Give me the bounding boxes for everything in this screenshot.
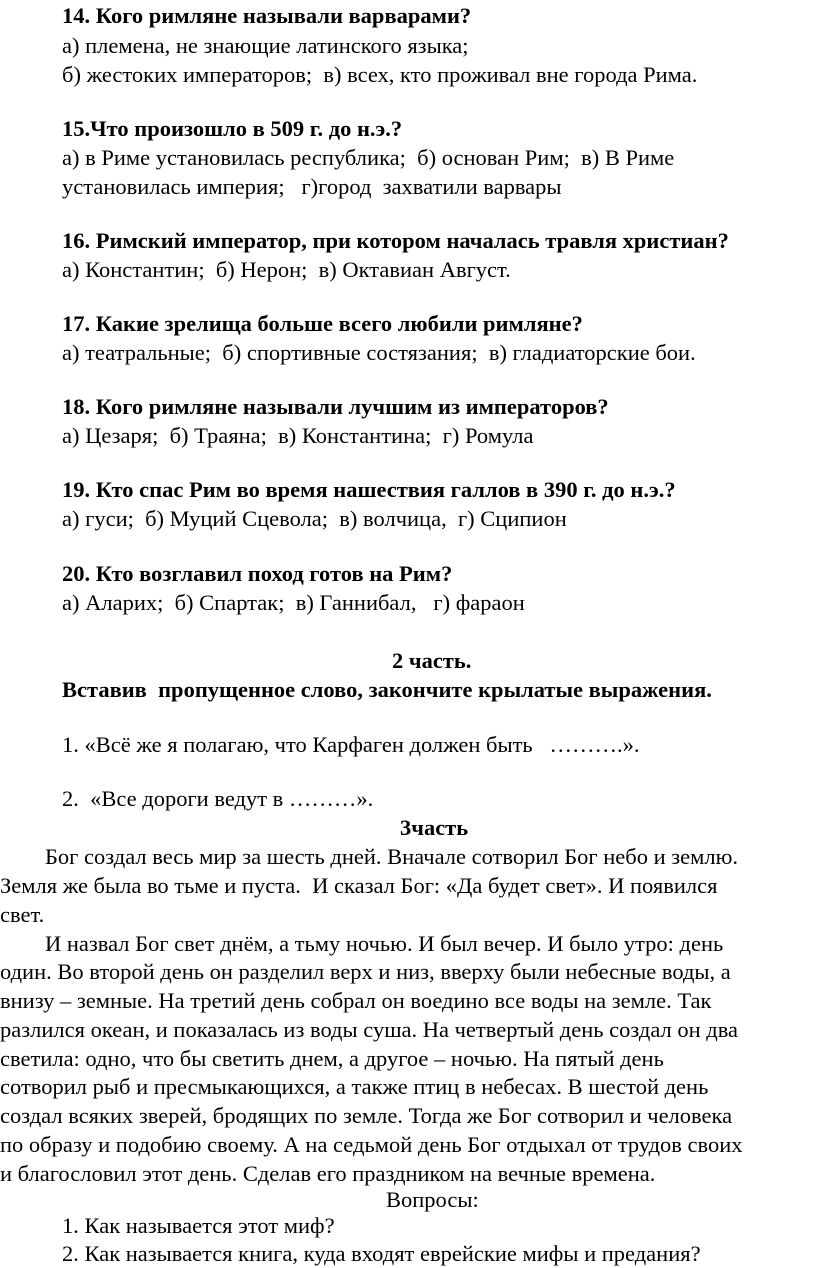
question-18-option-line: а) Цезаря; б) Траяна; в) Константина; г) Ромула <box>62 423 534 448</box>
question-15-option-line: а) в Риме установилась республика; б) основан Рим; в) В Риме <box>62 145 675 170</box>
question-19-title: 19. Кто спас Рим во время нашествия галлов в 390 г. до н.э.? <box>62 477 676 502</box>
myth-question: 1. Как называется этот миф? <box>62 1213 335 1238</box>
myth-paragraph-line: создал всяких зверей, бродящих по земле. Тогда же Бог сотворил и человека <box>0 1103 733 1128</box>
part2-item: 2. «Все дороги ведут в ………». <box>62 786 374 811</box>
question-15-option-line: установилась империя; г)город захватили варвары <box>62 174 562 199</box>
myth-paragraph-line: свет. <box>0 902 45 927</box>
myth-paragraph-line: Бог создал весь мир за шесть дней. Вначале сотворил Бог небо и землю. <box>0 844 739 869</box>
question-17-title: 17. Какие зрелища больше всего любили римляне? <box>62 311 583 336</box>
question-16-title: 16. Римский император, при котором началась травля христиан? <box>62 228 729 253</box>
question-15-title: 15.Что произошло в 509 г. до н.э.? <box>62 116 403 141</box>
part2-item: 1. «Всё же я полагаю, что Карфаген должен быть ……….». <box>62 732 640 757</box>
myth-paragraph-line: Земля же была во тьме и пуста. И сказал Бог: «Да будет свет». И появился <box>0 873 718 898</box>
question-14-option-line: а) племена, не знающие латинского языка; <box>62 33 469 58</box>
part2-heading: 2 часть. <box>392 648 472 673</box>
question-17-option-line: а) театральные; б) спортивные состязания; в) гладиаторские бои. <box>62 340 696 365</box>
myth-paragraph-line: один. Во второй день он разделил верх и низ, вверху были небесные воды, а <box>0 959 731 984</box>
part2-instruction: Вставив пропущенное слово, закончите крылатые выражения. <box>62 677 712 702</box>
myth-paragraph-line: внизу – земные. На третий день собрал он воедино все воды на земле. Так <box>0 988 712 1013</box>
question-14-option-line: б) жестоких императоров; в) всех, кто проживал вне города Рима. <box>62 62 698 87</box>
myth-paragraph-line: сотворил рыб и пресмыкающихся, а также птиц в небесах. В шестой день <box>0 1074 709 1099</box>
question-19-option-line: а) гуси; б) Муций Сцевола; в) волчица, г) Сципион <box>62 506 567 531</box>
question-20-title: 20. Кто возглавил поход готов на Рим? <box>62 561 453 586</box>
question-14-title: 14. Кого римляне называли варварами? <box>62 3 472 28</box>
part3-heading: 3часть <box>400 815 469 840</box>
question-20-option-line: а) Аларих; б) Спартак; в) Ганнибал, г) фараон <box>62 590 525 615</box>
myth-paragraph-line: и благословил этот день. Сделав его праздником на вечные времена. <box>0 1161 656 1186</box>
question-16-option-line: а) Константин; б) Нерон; в) Октавиан Август. <box>62 257 511 282</box>
questions-heading: Вопросы: <box>386 1187 479 1212</box>
myth-paragraph-line: И назвал Бог свет днём, а тьму ночью. И был вечер. И было утро: день <box>0 931 724 956</box>
myth-paragraph-line: по образу и подобию своему. А на седьмой день Бог отдыхал от трудов своих <box>0 1132 743 1157</box>
question-18-title: 18. Кого римляне называли лучшим из императоров? <box>62 394 609 419</box>
myth-paragraph-line: светила: одно, что бы светить днем, а другое – ночью. На пятый день <box>0 1046 664 1071</box>
myth-paragraph-line: разлился океан, и показалась из воды суша. На четвертый день создал он два <box>0 1017 739 1042</box>
myth-question: 2. Как называется книга, куда входят еврейские мифы и предания? <box>62 1241 701 1266</box>
